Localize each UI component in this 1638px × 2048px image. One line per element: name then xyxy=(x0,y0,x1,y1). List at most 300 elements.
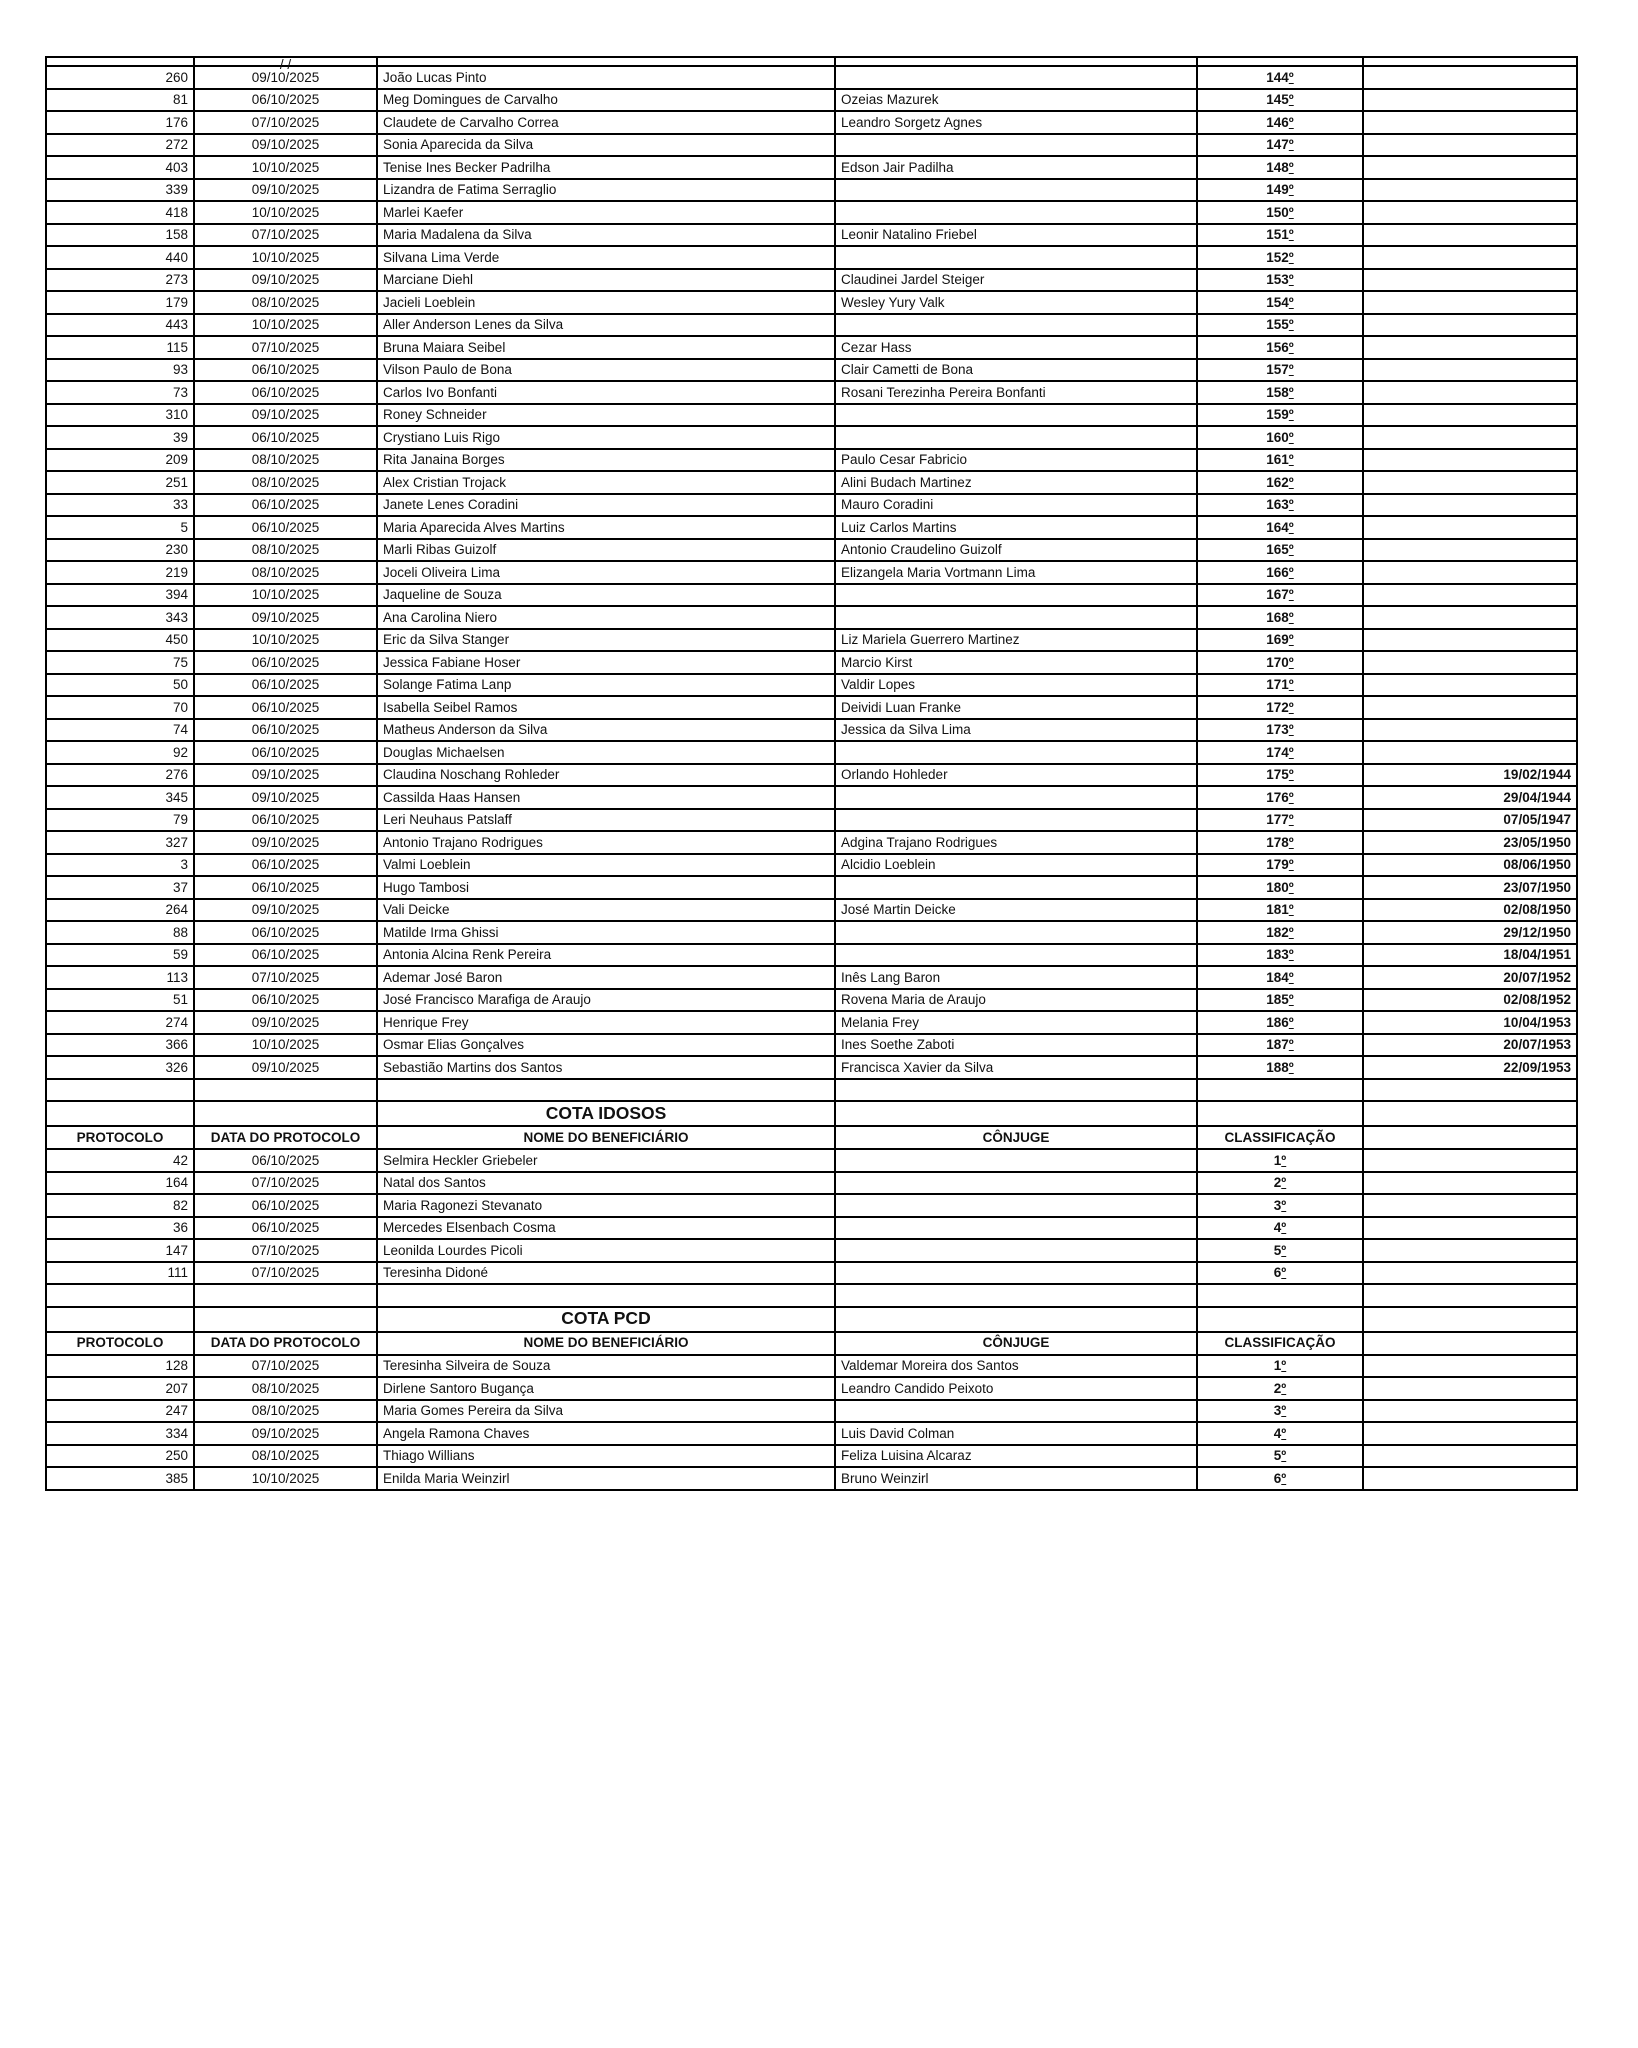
table-row xyxy=(46,314,1577,337)
spouse-cell: Rosani Terezinha Pereira Bonfanti xyxy=(835,381,1197,404)
protocol-cell: 403 xyxy=(46,156,194,179)
spouse-cell xyxy=(835,404,1197,427)
spouse-cell: Orlando Hohleder xyxy=(835,764,1197,787)
date-cell: 08/10/2025 xyxy=(194,539,377,562)
spouse-cell: Ozeias Mazurek xyxy=(835,89,1197,112)
table-row xyxy=(46,584,1577,607)
name-cell: Mercedes Elsenbach Cosma xyxy=(377,1217,835,1240)
birth-date-cell xyxy=(1363,426,1577,449)
protocol-cell: 345 xyxy=(46,786,194,809)
birth-date-cell xyxy=(1363,1101,1577,1126)
classification-cell xyxy=(1197,1079,1363,1102)
table-row xyxy=(46,66,1577,89)
classification-cell: 179º xyxy=(1197,854,1363,877)
spouse-cell: Rovena Maria de Araujo xyxy=(835,989,1197,1012)
table-row xyxy=(46,1400,1577,1423)
date-cell: 06/10/2025 xyxy=(194,426,377,449)
table-row xyxy=(46,381,1577,404)
spouse-cell xyxy=(835,1400,1197,1423)
protocol-cell: 310 xyxy=(46,404,194,427)
protocol-cell: 39 xyxy=(46,426,194,449)
spouse-cell xyxy=(835,246,1197,269)
date-cell: 06/10/2025 xyxy=(194,381,377,404)
date-cell: 10/10/2025 xyxy=(194,1034,377,1057)
date-cell: 09/10/2025 xyxy=(194,764,377,787)
classification-cell xyxy=(1197,1307,1363,1332)
protocol-cell: 366 xyxy=(46,1034,194,1057)
scanned-sheet xyxy=(45,56,1578,1491)
classification-cell: 149º xyxy=(1197,179,1363,202)
column-header-name-cell: NOME DO BENEFICIÁRIO xyxy=(377,1332,835,1355)
name-cell: Leonilda Lourdes Picoli xyxy=(377,1239,835,1262)
date-cell: / / xyxy=(194,57,377,66)
spouse-cell xyxy=(835,179,1197,202)
name-cell: Teresinha Silveira de Souza xyxy=(377,1355,835,1378)
birth-date-cell: 10/04/1953 xyxy=(1363,1011,1577,1034)
date-cell: 06/10/2025 xyxy=(194,921,377,944)
date-cell: 08/10/2025 xyxy=(194,471,377,494)
birth-date-cell xyxy=(1363,449,1577,472)
column-header-classification-cell: CLASSIFICAÇÃO xyxy=(1197,1126,1363,1149)
birth-date-cell: 20/07/1953 xyxy=(1363,1034,1577,1057)
table-row xyxy=(46,674,1577,697)
name-cell: Marli Ribas Guizolf xyxy=(377,539,835,562)
protocol-cell: 74 xyxy=(46,719,194,742)
table-body xyxy=(46,57,1577,1490)
birth-date-cell xyxy=(1363,584,1577,607)
beneficiaries-table xyxy=(45,56,1578,1491)
date-cell: 07/10/2025 xyxy=(194,336,377,359)
protocol-cell: 164 xyxy=(46,1172,194,1195)
date-cell: 06/10/2025 xyxy=(194,989,377,1012)
classification-cell: 151º xyxy=(1197,224,1363,247)
name-cell: Jessica Fabiane Hoser xyxy=(377,651,835,674)
birth-date-cell xyxy=(1363,1079,1577,1102)
table-row xyxy=(46,741,1577,764)
section-title-row xyxy=(46,1101,1577,1126)
birth-date-cell: 29/04/1944 xyxy=(1363,786,1577,809)
classification-cell: 158º xyxy=(1197,381,1363,404)
birth-date-cell xyxy=(1363,651,1577,674)
table-row xyxy=(46,246,1577,269)
classification-cell: 184º xyxy=(1197,966,1363,989)
spouse-cell: Valdemar Moreira dos Santos xyxy=(835,1355,1197,1378)
name-cell: Rita Janaina Borges xyxy=(377,449,835,472)
name-cell: Enilda Maria Weinzirl xyxy=(377,1467,835,1490)
name-cell xyxy=(377,57,835,66)
spouse-cell xyxy=(835,1217,1197,1240)
name-cell: Tenise Ines Becker Padrilha xyxy=(377,156,835,179)
name-cell: Jaqueline de Souza xyxy=(377,584,835,607)
date-cell: 09/10/2025 xyxy=(194,134,377,157)
spouse-cell: Francisca Xavier da Silva xyxy=(835,1056,1197,1079)
name-cell: Vali Deicke xyxy=(377,899,835,922)
spouse-cell xyxy=(835,201,1197,224)
classification-cell: 2º xyxy=(1197,1377,1363,1400)
protocol-cell: 115 xyxy=(46,336,194,359)
date-cell: 07/10/2025 xyxy=(194,966,377,989)
classification-cell: 3º xyxy=(1197,1400,1363,1423)
classification-cell: 185º xyxy=(1197,989,1363,1012)
table-row xyxy=(46,876,1577,899)
protocol-cell: 158 xyxy=(46,224,194,247)
table-row xyxy=(46,809,1577,832)
name-cell: Ana Carolina Niero xyxy=(377,606,835,629)
spouse-cell: Luis David Colman xyxy=(835,1422,1197,1445)
classification-cell: 178º xyxy=(1197,831,1363,854)
protocol-cell: 81 xyxy=(46,89,194,112)
protocol-cell: 51 xyxy=(46,989,194,1012)
protocol-cell: 70 xyxy=(46,696,194,719)
protocol-cell: 250 xyxy=(46,1445,194,1468)
protocol-cell: 219 xyxy=(46,561,194,584)
table-row xyxy=(46,1377,1577,1400)
classification-cell: 172º xyxy=(1197,696,1363,719)
date-cell: 09/10/2025 xyxy=(194,179,377,202)
protocol-cell: 176 xyxy=(46,111,194,134)
birth-date-cell xyxy=(1363,269,1577,292)
name-cell: Vilson Paulo de Bona xyxy=(377,359,835,382)
classification-cell: 144º xyxy=(1197,66,1363,89)
table-row xyxy=(46,224,1577,247)
spouse-cell: Alini Budach Martinez xyxy=(835,471,1197,494)
date-cell: 08/10/2025 xyxy=(194,1377,377,1400)
name-cell xyxy=(377,1079,835,1102)
birth-date-cell xyxy=(1363,359,1577,382)
name-cell: Ademar José Baron xyxy=(377,966,835,989)
name-cell: Crystiano Luis Rigo xyxy=(377,426,835,449)
protocol-cell: 93 xyxy=(46,359,194,382)
classification-cell: 2º xyxy=(1197,1172,1363,1195)
classification-cell: 183º xyxy=(1197,944,1363,967)
date-cell: 09/10/2025 xyxy=(194,269,377,292)
classification-cell: 3º xyxy=(1197,1194,1363,1217)
birth-date-cell xyxy=(1363,494,1577,517)
classification-cell: 167º xyxy=(1197,584,1363,607)
birth-date-cell xyxy=(1363,404,1577,427)
date-cell: 10/10/2025 xyxy=(194,1467,377,1490)
name-cell: Isabella Seibel Ramos xyxy=(377,696,835,719)
table-row xyxy=(46,1194,1577,1217)
spouse-cell xyxy=(835,584,1197,607)
table-row xyxy=(46,786,1577,809)
spouse-cell: Deividi Luan Franke xyxy=(835,696,1197,719)
birth-date-cell: 19/02/1944 xyxy=(1363,764,1577,787)
protocol-cell: 273 xyxy=(46,269,194,292)
protocol-cell: 394 xyxy=(46,584,194,607)
classification-cell: 164º xyxy=(1197,516,1363,539)
spouse-cell xyxy=(835,66,1197,89)
clipped-top-row xyxy=(46,57,1577,66)
date-cell: 07/10/2025 xyxy=(194,1239,377,1262)
classification-cell: 4º xyxy=(1197,1422,1363,1445)
name-cell: Jacieli Loeblein xyxy=(377,291,835,314)
name-cell: José Francisco Marafiga de Araujo xyxy=(377,989,835,1012)
date-cell: 06/10/2025 xyxy=(194,494,377,517)
name-cell: Maria Madalena da Silva xyxy=(377,224,835,247)
table-row xyxy=(46,696,1577,719)
name-cell: Henrique Frey xyxy=(377,1011,835,1034)
spouse-cell: Mauro Coradini xyxy=(835,494,1197,517)
birth-date-cell: 18/04/1951 xyxy=(1363,944,1577,967)
spouse-cell: Cezar Hass xyxy=(835,336,1197,359)
birth-date-cell xyxy=(1363,1422,1577,1445)
spacer-row xyxy=(46,1284,1577,1307)
protocol-cell: 42 xyxy=(46,1149,194,1172)
birth-date-cell xyxy=(1363,156,1577,179)
protocol-cell: 111 xyxy=(46,1262,194,1285)
protocol-cell: 3 xyxy=(46,854,194,877)
classification-cell: 176º xyxy=(1197,786,1363,809)
table-row xyxy=(46,1149,1577,1172)
table-row xyxy=(46,1262,1577,1285)
date-cell: 06/10/2025 xyxy=(194,1194,377,1217)
date-cell: 06/10/2025 xyxy=(194,809,377,832)
spouse-cell: Liz Mariela Guerrero Martinez xyxy=(835,629,1197,652)
protocol-cell: 88 xyxy=(46,921,194,944)
date-cell: 07/10/2025 xyxy=(194,224,377,247)
date-cell: 10/10/2025 xyxy=(194,314,377,337)
birth-date-cell xyxy=(1363,606,1577,629)
name-cell xyxy=(377,1284,835,1307)
name-cell: Leri Neuhaus Patslaff xyxy=(377,809,835,832)
spouse-cell xyxy=(835,1262,1197,1285)
spouse-cell: Antonio Craudelino Guizolf xyxy=(835,539,1197,562)
birth-date-cell xyxy=(1363,134,1577,157)
protocol-cell: 251 xyxy=(46,471,194,494)
table-row xyxy=(46,1239,1577,1262)
protocol-cell: 339 xyxy=(46,179,194,202)
date-cell xyxy=(194,1307,377,1332)
birth-date-cell xyxy=(1363,224,1577,247)
birth-date-cell xyxy=(1363,539,1577,562)
name-cell: Angela Ramona Chaves xyxy=(377,1422,835,1445)
birth-date-cell xyxy=(1363,1262,1577,1285)
protocol-cell: 207 xyxy=(46,1377,194,1400)
column-header-row xyxy=(46,1126,1577,1149)
name-cell: Hugo Tambosi xyxy=(377,876,835,899)
spouse-cell: Inês Lang Baron xyxy=(835,966,1197,989)
protocol-cell: 113 xyxy=(46,966,194,989)
date-cell: 07/10/2025 xyxy=(194,1355,377,1378)
spouse-cell: Edson Jair Padilha xyxy=(835,156,1197,179)
birth-date-cell xyxy=(1363,66,1577,89)
column-header-classification-cell: CLASSIFICAÇÃO xyxy=(1197,1332,1363,1355)
protocol-cell: 385 xyxy=(46,1467,194,1490)
protocol-cell: 450 xyxy=(46,629,194,652)
date-cell xyxy=(194,1284,377,1307)
name-cell: Claudina Noschang Rohleder xyxy=(377,764,835,787)
classification-cell: 157º xyxy=(1197,359,1363,382)
spacer-row xyxy=(46,1079,1577,1102)
classification-cell: 150º xyxy=(1197,201,1363,224)
name-cell: Matheus Anderson da Silva xyxy=(377,719,835,742)
birth-date-cell xyxy=(1363,1400,1577,1423)
classification-cell: 182º xyxy=(1197,921,1363,944)
classification-cell: 5º xyxy=(1197,1239,1363,1262)
table-row xyxy=(46,89,1577,112)
protocol-cell: 179 xyxy=(46,291,194,314)
protocol-cell: 75 xyxy=(46,651,194,674)
spouse-cell xyxy=(835,134,1197,157)
table-row xyxy=(46,291,1577,314)
birth-date-cell xyxy=(1363,291,1577,314)
name-cell: Antonio Trajano Rodrigues xyxy=(377,831,835,854)
classification-cell: 156º xyxy=(1197,336,1363,359)
spouse-cell: Wesley Yury Valk xyxy=(835,291,1197,314)
classification-cell: 146º xyxy=(1197,111,1363,134)
column-header-spouse-cell: CÔNJUGE xyxy=(835,1126,1197,1149)
protocol-cell: 440 xyxy=(46,246,194,269)
spouse-cell xyxy=(835,741,1197,764)
birth-date-cell xyxy=(1363,179,1577,202)
protocol-cell: 82 xyxy=(46,1194,194,1217)
table-row xyxy=(46,201,1577,224)
name-cell: Lizandra de Fatima Serraglio xyxy=(377,179,835,202)
table-row xyxy=(46,831,1577,854)
table-row xyxy=(46,1217,1577,1240)
date-cell: 09/10/2025 xyxy=(194,1011,377,1034)
name-cell: Thiago Willians xyxy=(377,1445,835,1468)
classification-cell: 6º xyxy=(1197,1467,1363,1490)
birth-date-cell xyxy=(1363,1239,1577,1262)
name-cell: Selmira Heckler Griebeler xyxy=(377,1149,835,1172)
birth-date-cell: 02/08/1950 xyxy=(1363,899,1577,922)
name-cell: Claudete de Carvalho Correa xyxy=(377,111,835,134)
birth-date-cell xyxy=(1363,1307,1577,1332)
spouse-cell xyxy=(835,1194,1197,1217)
birth-date-cell: 23/05/1950 xyxy=(1363,831,1577,854)
classification-cell: 161º xyxy=(1197,449,1363,472)
date-cell: 06/10/2025 xyxy=(194,516,377,539)
date-cell: 06/10/2025 xyxy=(194,359,377,382)
birth-date-cell: 22/09/1953 xyxy=(1363,1056,1577,1079)
table-row xyxy=(46,719,1577,742)
protocol-cell xyxy=(46,1307,194,1332)
table-row xyxy=(46,854,1577,877)
protocol-cell: 264 xyxy=(46,899,194,922)
birth-date-cell xyxy=(1363,57,1577,66)
date-cell: 09/10/2025 xyxy=(194,606,377,629)
name-cell: Alex Cristian Trojack xyxy=(377,471,835,494)
classification-cell: 169º xyxy=(1197,629,1363,652)
column-header-protocol-cell: PROTOCOLO xyxy=(46,1126,194,1149)
birth-date-cell: 07/05/1947 xyxy=(1363,809,1577,832)
spouse-cell xyxy=(835,921,1197,944)
date-cell: 10/10/2025 xyxy=(194,584,377,607)
spouse-cell: Leandro Candido Peixoto xyxy=(835,1377,1197,1400)
protocol-cell: 230 xyxy=(46,539,194,562)
name-cell: Sonia Aparecida da Silva xyxy=(377,134,835,157)
protocol-cell: 327 xyxy=(46,831,194,854)
protocol-cell: 5 xyxy=(46,516,194,539)
birth-date-cell xyxy=(1363,516,1577,539)
name-cell: Solange Fatima Lanp xyxy=(377,674,835,697)
section-title-row xyxy=(46,1307,1577,1332)
table-row xyxy=(46,1172,1577,1195)
birth-date-cell xyxy=(1363,1194,1577,1217)
birth-date-cell xyxy=(1363,381,1577,404)
spouse-cell xyxy=(835,876,1197,899)
table-row xyxy=(46,156,1577,179)
table-row xyxy=(46,921,1577,944)
spouse-cell xyxy=(835,1149,1197,1172)
classification-cell: 173º xyxy=(1197,719,1363,742)
column-header-row xyxy=(46,1332,1577,1355)
date-cell: 06/10/2025 xyxy=(194,1217,377,1240)
spouse-cell xyxy=(835,1172,1197,1195)
classification-cell: 6º xyxy=(1197,1262,1363,1285)
table-row xyxy=(46,966,1577,989)
protocol-cell: 272 xyxy=(46,134,194,157)
classification-cell: 5º xyxy=(1197,1445,1363,1468)
name-cell: Eric da Silva Stanger xyxy=(377,629,835,652)
classification-cell: 155º xyxy=(1197,314,1363,337)
table-row xyxy=(46,1445,1577,1468)
birth-date-cell xyxy=(1363,314,1577,337)
name-cell: Dirlene Santoro Bugança xyxy=(377,1377,835,1400)
classification-cell: 188º xyxy=(1197,1056,1363,1079)
date-cell: 10/10/2025 xyxy=(194,246,377,269)
birth-date-cell xyxy=(1363,201,1577,224)
date-cell: 09/10/2025 xyxy=(194,66,377,89)
birth-date-cell xyxy=(1363,336,1577,359)
protocol-cell xyxy=(46,1101,194,1126)
protocol-cell: 59 xyxy=(46,944,194,967)
classification-cell: 152º xyxy=(1197,246,1363,269)
date-cell xyxy=(194,1079,377,1102)
birth-date-cell xyxy=(1363,629,1577,652)
protocol-cell: 326 xyxy=(46,1056,194,1079)
protocol-cell: 260 xyxy=(46,66,194,89)
table-row xyxy=(46,561,1577,584)
table-row xyxy=(46,471,1577,494)
table-row xyxy=(46,269,1577,292)
classification-cell: 159º xyxy=(1197,404,1363,427)
birth-date-cell xyxy=(1363,1355,1577,1378)
birth-date-cell: 23/07/1950 xyxy=(1363,876,1577,899)
classification-cell: 1º xyxy=(1197,1355,1363,1378)
date-cell: 06/10/2025 xyxy=(194,89,377,112)
table-row xyxy=(46,359,1577,382)
spouse-cell: Feliza Luisina Alcaraz xyxy=(835,1445,1197,1468)
protocol-cell: 36 xyxy=(46,1217,194,1240)
classification-cell: 4º xyxy=(1197,1217,1363,1240)
date-cell: 09/10/2025 xyxy=(194,831,377,854)
table-row xyxy=(46,606,1577,629)
date-cell: 10/10/2025 xyxy=(194,629,377,652)
birth-date-cell xyxy=(1363,246,1577,269)
date-cell: 09/10/2025 xyxy=(194,786,377,809)
protocol-cell: 33 xyxy=(46,494,194,517)
table-row xyxy=(46,1011,1577,1034)
spouse-cell: Luiz Carlos Martins xyxy=(835,516,1197,539)
birth-date-cell xyxy=(1363,1467,1577,1490)
birth-date-cell xyxy=(1363,1445,1577,1468)
birth-date-cell xyxy=(1363,1172,1577,1195)
table-row xyxy=(46,1355,1577,1378)
date-cell: 07/10/2025 xyxy=(194,1262,377,1285)
classification-cell: 177º xyxy=(1197,809,1363,832)
column-header-date-cell: DATA DO PROTOCOLO xyxy=(194,1126,377,1149)
classification-cell: 148º xyxy=(1197,156,1363,179)
classification-cell: 168º xyxy=(1197,606,1363,629)
name-cell: Marlei Kaefer xyxy=(377,201,835,224)
birth-date-cell xyxy=(1363,1149,1577,1172)
birth-date-cell: 20/07/1952 xyxy=(1363,966,1577,989)
date-cell: 06/10/2025 xyxy=(194,854,377,877)
name-cell: Marciane Diehl xyxy=(377,269,835,292)
